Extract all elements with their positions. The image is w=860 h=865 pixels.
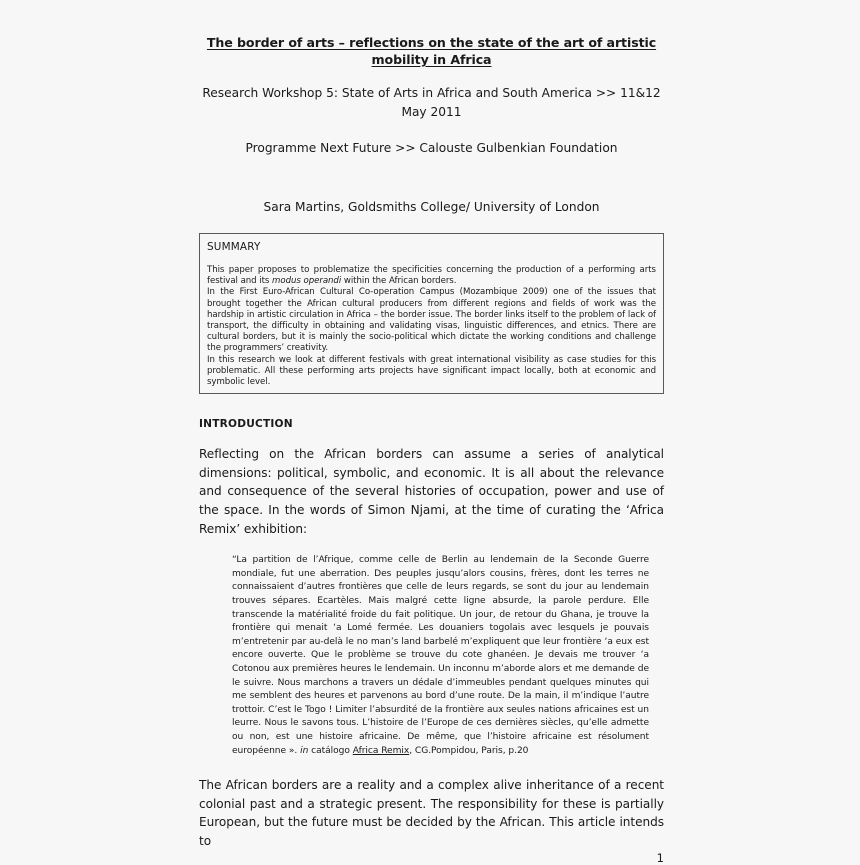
quotation-citation-catalogo: catálogo	[308, 745, 353, 756]
author-affiliation: Sara Martins, Goldsmiths College/ University of London	[263, 200, 600, 214]
quotation-citation-source-title: Africa Remix	[352, 745, 410, 756]
summary-paragraph-1-text-b: within the African borders.	[341, 276, 457, 287]
page-number: 1	[656, 851, 664, 865]
workshop-subtitle: Research Workshop 5: State of Arts in Africa and South America >> 11&12 May 2011	[202, 86, 661, 119]
programme-subtitle: Programme Next Future >> Calouste Gulbenkian Foundation	[245, 141, 618, 155]
summary-heading: SUMMARY	[207, 241, 261, 253]
quotation-citation-in: in	[300, 745, 309, 756]
summary-paragraph-1-text-a: This paper proposes to problematize the specificities concerning the production of a performing arts festival and its	[207, 265, 656, 287]
introduction-paragraph-2: The African borders are a reality and a complex alive inheritance of a recent colonial past and a strategic present. The responsibility for these is partially European, but the future must be decided by the African. This article intends to	[199, 778, 664, 848]
quotation-citation-rest: , CG.Pompidou, Paris, p.20	[409, 745, 529, 756]
njami-quotation	[199, 538, 664, 758]
introduction-paragraph-1: Reflecting on the African borders can assume a series of analytical dimensions: political, symbolic, and economic. It is all about the relevance and consequence of the several histories of occupation, power and use of the space. In the words of Simon Njami, at the time of curating the ‘Africa Remix’ exhibition:	[199, 447, 664, 536]
introduction-heading: INTRODUCTION	[199, 418, 293, 431]
document-content-column	[199, 0, 664, 865]
summary-paragraph-2: In the First Euro-African Cultural Co-operation Campus (Mozambique 2009) one of the issues that brought together the African cultural producers from different regions and fields of work was the hardship in artistic circulation in Africa – the border issue. The border links itself to the problem of lack of transport, the difficulty in obtaining and validating visas, linguistic differences, and etnics. There are cultural borders, but it is mainly the socio-political which dictate the working conditions and challenge the programmers’ creativity.	[207, 287, 656, 354]
summary-box	[199, 233, 664, 394]
document-title: The border of arts – reflections on the state of the art of artistic mobility in Africa	[206, 35, 657, 67]
summary-paragraph-1	[207, 265, 656, 287]
summary-paragraph-1-italic-term: modus operandi	[272, 276, 342, 287]
quotation-text	[232, 554, 649, 758]
summary-paragraph-3: In this research we look at different festivals with great international visibility as case studies for this problematic. All these performing arts projects have significant impact locally, both at economic and symbolic level.	[207, 354, 656, 388]
quotation-body: “La partition de l’Afrique, comme celle de Berlin au lendemain de la Seconde Guerre mondiale, fut une aberration. Des peuples jusqu’alors cousins, frères, dont les terres ne connaissaient d’autres frontières que celle de leurs regards, se sont du jour au lendemain trouves sépares. Ecartèles. Mais malgré cette ligne absurde, la parole perdure. Elle transcende la matérialité froide du fait politique. Un jour, de retour du Ghana, je trouve la frontière qui menait ‘a Lomé fermée. Les douaniers togolais avec lesquels je pouvais m’entretenir par au-delà le no man’s land barbelé m’expliquent que leur frontière ‘a eux est encore ouverte. Que le problème se trouve du cote ghanéen. Je devais me trouver ‘a Cotonou aux premières heures le lendemain. Un inconnu m’aborde alors et me demande de le suivre. Nous marchons a travers un dédale d’immeubles pendant quelques minutes qui me semblent des heures et parvenons au bord d’une route. De la main, il m’indique l’autre trottoir. C’est le Togo ! Limiter l’absurdité de la frontière aux seules nations africaines est un leurre. Nous le savons tous. L’histoire de l’Europe de ces dernières siècles, qu’elle admette ou non, est une histoire africaine. De même, que l’histoire africaine est résolument européenne ».	[232, 555, 649, 756]
